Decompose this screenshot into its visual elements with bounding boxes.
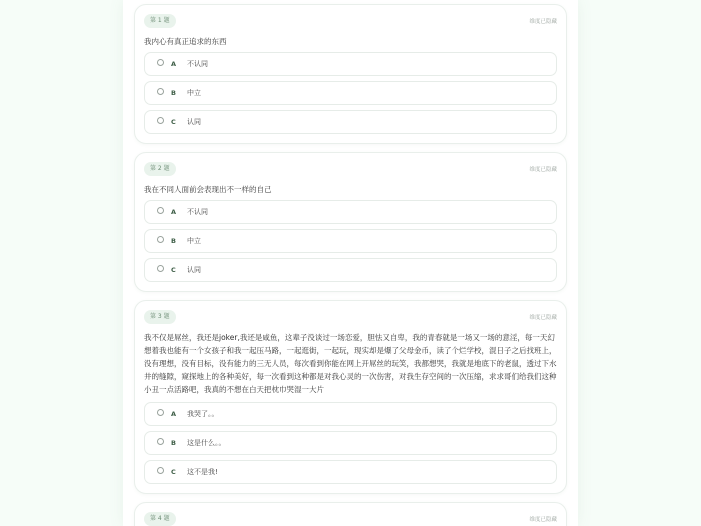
option-c[interactable] bbox=[144, 110, 557, 134]
question-card-2 bbox=[134, 152, 567, 292]
question-number-badge: 第 4 题 bbox=[144, 512, 176, 526]
question-number-badge: 第 3 题 bbox=[144, 310, 176, 324]
option-text: 我哭了。。 bbox=[187, 410, 219, 418]
option-letter: C bbox=[171, 266, 176, 274]
radio-icon[interactable] bbox=[157, 59, 164, 66]
option-text: 认同 bbox=[187, 118, 201, 126]
option-b[interactable] bbox=[144, 431, 557, 455]
question-card-1 bbox=[134, 4, 567, 144]
option-text: 中立 bbox=[187, 237, 201, 245]
option-a[interactable] bbox=[144, 200, 557, 224]
option-text: 不认同 bbox=[187, 208, 208, 216]
option-text: 认同 bbox=[187, 266, 201, 274]
option-a[interactable] bbox=[144, 402, 557, 426]
dimension-hidden-label: 维度已隐藏 bbox=[529, 19, 557, 25]
question-number-badge: 第 2 题 bbox=[144, 162, 176, 176]
radio-icon[interactable] bbox=[157, 265, 164, 272]
option-text: 不认同 bbox=[187, 60, 208, 68]
dimension-hidden-label: 维度已隐藏 bbox=[529, 167, 557, 173]
question-header bbox=[144, 512, 557, 526]
option-text: 这是什么。。 bbox=[187, 439, 226, 447]
question-text: 我不仅是屌丝，我还是joker,我还是咸鱼，这辈子没谈过一场恋爱，胆怯又自卑，我的青春就是一场又一场的意淫，每一天幻想着我也能有一个女孩子和我一起压马路，一起逛街，一起玩，现实却是爆了父母金币，读了个烂学校，混日子之后找班上，没有理想，没有目标，没有能力的三无人员，每次看到你能在网上开屌丝的玩笑，我都想哭，我就是地底下的老鼠，透过下水井的缝隙，窥探地上的各种美好，每一次看到这种都是对我心灵的一次伤害，对我生存空间的一次压缩，求求哥们给我们这种小丑一点活路吧，我真的不想在白天把枕巾哭湿一大片 bbox=[144, 333, 557, 394]
question-text: 我内心有真正追求的东西 bbox=[144, 37, 227, 46]
question-card-4 bbox=[134, 502, 567, 526]
option-a[interactable] bbox=[144, 52, 557, 76]
question-text: 我在不同人面前会表现出不一样的自己 bbox=[144, 185, 272, 194]
option-letter: A bbox=[171, 410, 177, 418]
option-c[interactable] bbox=[144, 460, 557, 484]
radio-icon[interactable] bbox=[157, 467, 164, 474]
radio-icon[interactable] bbox=[157, 236, 164, 243]
option-letter: C bbox=[171, 118, 176, 126]
option-letter: A bbox=[171, 60, 177, 68]
option-letter: B bbox=[171, 89, 176, 97]
option-b[interactable] bbox=[144, 81, 557, 105]
question-header bbox=[144, 162, 557, 176]
radio-icon[interactable] bbox=[157, 117, 164, 124]
option-letter: B bbox=[171, 237, 176, 245]
quiz-column bbox=[123, 0, 578, 526]
option-letter: A bbox=[171, 208, 177, 216]
option-letter: C bbox=[171, 468, 176, 476]
dimension-hidden-label: 维度已隐藏 bbox=[529, 517, 557, 523]
option-text: 中立 bbox=[187, 89, 201, 97]
radio-icon[interactable] bbox=[157, 207, 164, 214]
question-header bbox=[144, 310, 557, 324]
option-b[interactable] bbox=[144, 229, 557, 253]
option-letter: B bbox=[171, 439, 176, 447]
dimension-hidden-label: 维度已隐藏 bbox=[529, 315, 557, 321]
option-c[interactable] bbox=[144, 258, 557, 282]
question-number-badge: 第 1 题 bbox=[144, 14, 176, 28]
question-card-3 bbox=[134, 300, 567, 494]
radio-icon[interactable] bbox=[157, 88, 164, 95]
radio-icon[interactable] bbox=[157, 438, 164, 445]
radio-icon[interactable] bbox=[157, 409, 164, 416]
option-text: 这不是我! bbox=[187, 468, 218, 476]
question-header bbox=[144, 14, 557, 28]
